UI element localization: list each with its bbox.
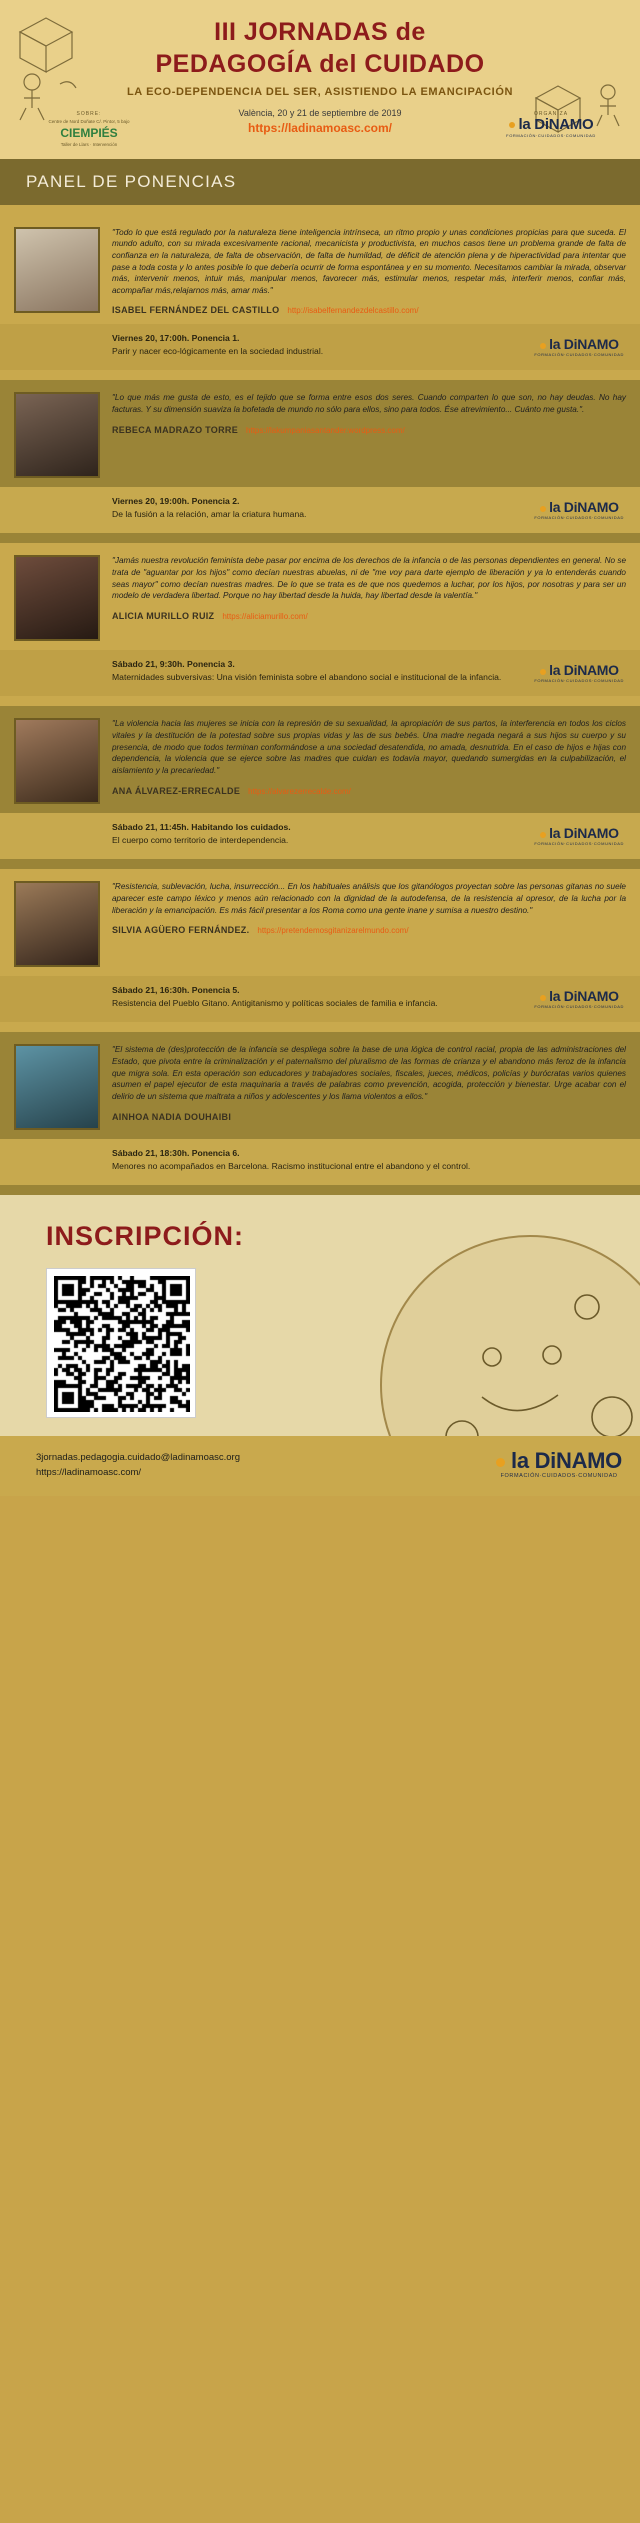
ladinamo-dot-icon <box>540 995 546 1001</box>
ladinamo-dot-icon <box>540 506 546 512</box>
session-datetime: Sábado 21, 11:45h. Habitando los cuidados. <box>112 822 291 833</box>
qr-code[interactable] <box>46 1268 196 1418</box>
ladinamo-wordmark: la DiNAMO <box>549 825 619 842</box>
registration-section <box>0 1195 640 1436</box>
contact-url[interactable]: https://ladinamoasc.com/ <box>36 1467 142 1479</box>
session-datetime: Sábado 21, 16:30h. Ponencia 5. <box>112 985 240 996</box>
ladinamo-tagline: FORMACIÓN·CUIDADOS·COMUNIDAD <box>534 678 624 684</box>
session-title: De la fusión a la relación, amar la criatura humana. <box>112 509 307 520</box>
ladinamo-tagline: FORMACIÓN·CUIDADOS·COMUNIDAD <box>534 515 624 521</box>
moon-face-icon <box>382 1237 640 1436</box>
speaker-link[interactable]: https://aliciamurillo.com/ <box>222 612 308 621</box>
ladinamo-wordmark: la DiNAMO <box>549 662 619 679</box>
registration-title: INSCRIPCIÓN: <box>46 1221 245 1252</box>
ladinamo-wordmark: la DiNAMO <box>549 336 619 353</box>
sponsors-sub: Centre de Nord Doñate C/. Pintor, 5 bajo <box>48 119 130 124</box>
ladinamo-logo-session <box>534 663 624 683</box>
speaker-quote: "La violencia hacia las mujeres se inicia con la represión de su sexualidad, la apropiación de sus partos, la interferencia en todos los ciclos vitales y la destitución de la potestad sobre sus propias vidas y las de sus bebés. Una madre negada negará a sus hijos su cuerpo y su presencia, de modo que todos terminan conformándose a una sociedad desatendida, no amada, desnutrida. En el caso de hijos e hijas con dependencia, la violencia que se ejerce sobre las madres que cuidan es todavía mayor, quedando sumergidas en la culpabilización, el aislamiento y la precariedad." <box>112 719 626 775</box>
session-datetime: Sábado 21, 18:30h. Ponencia 6. <box>112 1148 240 1159</box>
speaker-quote: "El sistema de (des)protección de la infancia se despliega sobre la base de una lógica de control racial, propia de las administraciones del Estado, que pivota entre la criminalización y el paternalismo del pluralismo de las formas de crianza y el abandono más feroz de la infancia que migra sola. En esta operación son educadores y trabajadores sociales, fiscales, jueces, médicos, policías y burócratas varios quienes asumen el papel ejecutor de esta maquinaria a través de palabras como prevención, acogida, protección y bienestar. Urge acabar con el delirio de un sistema que maltrata a niños y adolescentes y los llama violentos a ellos." <box>112 1045 626 1101</box>
speaker-portrait <box>14 555 100 641</box>
session-info <box>0 650 640 696</box>
ladinamo-tagline: FORMACIÓN·CUIDADOS·COMUNIDAD <box>506 133 596 138</box>
ladinamo-logo-footer <box>496 1450 622 1480</box>
speaker-portrait <box>14 718 100 804</box>
session-title: El cuerpo como territorio de interdependencia. <box>112 835 289 846</box>
organizer-block <box>476 111 626 142</box>
speaker-name: ANA ÁLVAREZ-ERRECALDE <box>112 785 241 796</box>
session-title: Resistencia del Pueblo Gitano. Antigitanismo y políticas sociales de familia e infancia. <box>112 998 438 1009</box>
sponsors-label: SOBRE: <box>76 111 102 117</box>
ladinamo-tagline: FORMACIÓN·CUIDADOS·COMUNIDAD <box>534 1004 624 1010</box>
speaker-quote: "Resistencia, sublevación, lucha, insurrección... En los habituales análisis que los gitanólogos proyectan sobre las personas gitanas no suele aparecer este campo léxico y menos aún relacionado con la dignidad de la autodefensa, de la resistencia al opresor, de la lucha por la liberación y la emancipación. Es más fácil presentar a los Roma como una gente inane y sumisa a nuestro destino." <box>112 882 626 915</box>
session-title: Menores no acompañados en Barcelona. Racismo institucional entre el abandono y el control. <box>112 1161 471 1172</box>
ladinamo-tagline: FORMACIÓN·CUIDADOS·COMUNIDAD <box>534 352 624 358</box>
session-info <box>0 324 640 370</box>
session-info <box>0 813 640 859</box>
speaker-block <box>0 1032 640 1195</box>
speaker-link[interactable]: https://alvarezerrecalde.com/ <box>248 786 351 796</box>
organiza-label: ORGANIZA <box>533 111 569 117</box>
ciempies-logo: CIEMPIÉS <box>60 126 118 141</box>
ladinamo-dot-icon <box>540 832 546 838</box>
speakers-list <box>0 205 640 1196</box>
ladinamo-logo-session <box>534 337 624 357</box>
ladinamo-tagline: FORMACIÓN·CUIDADOS·COMUNIDAD <box>534 841 624 847</box>
ciempies-sub: Taller de Llars · Intervención <box>60 142 118 148</box>
ladinamo-wordmark: la DiNAMO <box>549 988 619 1005</box>
speaker-quote: "Todo lo que está regulado por la naturaleza tiene inteligencia intrínseca, un ritmo propio y unas condiciones propicias para que suceda. El mundo adulto, con su mirada excesivamente racional, mecanicista y productivista, en muchos casos tiene un problema grande de falta de confianza en la naturaleza, de falta de observación, de falta de humildad, de déficit de atención plena y de hiperactividad para intentar que pase a toda costa y lo antes posible lo que debería ocurrir de forma espontánea y en su momento. Necesitamos cambiar la mirada, observar más, intervenir menos, intuir más, manipular menos, favorecer más, estimular menos, respetar más, interferir menos, confiar más, acompañar más,relajarnos más, amar más." <box>112 227 626 295</box>
speaker-name: ISABEL FERNÁNDEZ DEL CASTILLO <box>112 305 280 316</box>
ladinamo-wordmark: la DiNAMO <box>518 116 594 133</box>
poster-header <box>0 0 640 159</box>
ladinamo-logo-header <box>506 117 596 138</box>
ladinamo-logo-session <box>534 826 624 846</box>
poster-footer <box>0 1436 640 1496</box>
page-title-line1: III JORNADAS de <box>214 18 426 46</box>
session-datetime: Viernes 20, 17:00h. Ponencia 1. <box>112 333 240 344</box>
speaker-portrait <box>14 392 100 478</box>
moon-illustration <box>380 1235 640 1436</box>
session-datetime: Sábado 21, 9:30h. Ponencia 3. <box>112 659 235 670</box>
ladinamo-logo-session <box>534 500 624 520</box>
speaker-block <box>0 215 640 381</box>
ladinamo-tagline: FORMACIÓN·CUIDADOS·COMUNIDAD <box>500 1473 618 1480</box>
speaker-block <box>0 706 640 869</box>
event-url[interactable]: https://ladinamoasc.com/ <box>247 121 393 135</box>
ladinamo-logo-session <box>534 989 624 1009</box>
event-date-place: València, 20 y 21 de septiembre de 2019 <box>238 108 402 118</box>
speaker-name: SILVIA AGÜERO FERNÁNDEZ. <box>112 925 250 936</box>
speaker-name: ALICIA MURILLO RUIZ <box>112 611 215 621</box>
speaker-name: AINHOA NADIA DOUHAIBI <box>112 1111 232 1122</box>
speaker-block <box>0 869 640 1032</box>
ladinamo-dot-icon <box>496 1458 505 1467</box>
page-title-line2: PEDAGOGÍA del CUIDADO <box>155 50 485 78</box>
session-info <box>0 1139 640 1185</box>
speaker-quote: "Lo que más me gusta de esto, es el tejido que se forma entre esos dos seres. Cuando comparten lo que son, no hay deudas. No hay facturas. Y su dimensión suaviza la bofetada de mundo no sólo para ellos, sino para todos. Ése atrevimiento... Cuánto me gusta.". <box>112 393 626 415</box>
speaker-link[interactable]: https://lakumpaniasantander.wordpress.com/ <box>246 425 405 435</box>
speaker-block <box>0 380 640 543</box>
session-info <box>0 487 640 533</box>
speaker-link[interactable]: http://isabelfernandezdelcastillo.com/ <box>287 306 419 316</box>
session-info <box>0 976 640 1022</box>
speaker-portrait <box>14 227 100 313</box>
speaker-portrait <box>14 881 100 967</box>
section-banner: PANEL DE PONENCIAS <box>0 159 640 205</box>
ladinamo-dot-icon <box>540 343 546 349</box>
contact-email[interactable]: 3jornadas.pedagogia.cuidado@ladinamoasc.org <box>36 1452 241 1464</box>
session-datetime: Viernes 20, 19:00h. Ponencia 2. <box>112 496 240 507</box>
speaker-quote: "Jamás nuestra revolución feminista debe pasar por encima de los derechos de la infancia o de las personas dependientes en general. No se trata de "aguantar por los hijos" como decían nuestras abuelas, ni de "me voy para darte ejemplo de liberación y ya lo entenderás cuando seas mayor" como decían nuestras madres. De lo que se trata es de que nos quedemos a luchar, por los hijos, por nosotras y para ser un modelo de verdadera libertad. Porque no hay libertad desde la huida, hay libertad desde la valentía." <box>112 556 626 601</box>
speaker-block <box>0 543 640 706</box>
sponsors-block <box>14 111 164 149</box>
speaker-portrait <box>14 1044 100 1130</box>
speaker-name: REBECA MADRAZO TORRE <box>112 424 239 435</box>
session-title: Parir y nacer eco-lógicamente en la sociedad industrial. <box>112 346 324 357</box>
ladinamo-wordmark: la DiNAMO <box>511 1448 622 1474</box>
ladinamo-dot-icon <box>509 122 515 128</box>
ladinamo-wordmark: la DiNAMO <box>549 499 619 516</box>
session-title: Maternidades subversivas: Una visión feminista sobre el abandono social e institucional de la infancia. <box>112 672 502 683</box>
ladinamo-dot-icon <box>540 669 546 675</box>
speaker-link[interactable]: https://pretendemosgitanizarelmundo.com/ <box>257 926 409 936</box>
page-subtitle: LA ECO-DEPENDENCIA DEL SER, ASISTIENDO LA EMANCIPACIÓN <box>126 86 514 98</box>
